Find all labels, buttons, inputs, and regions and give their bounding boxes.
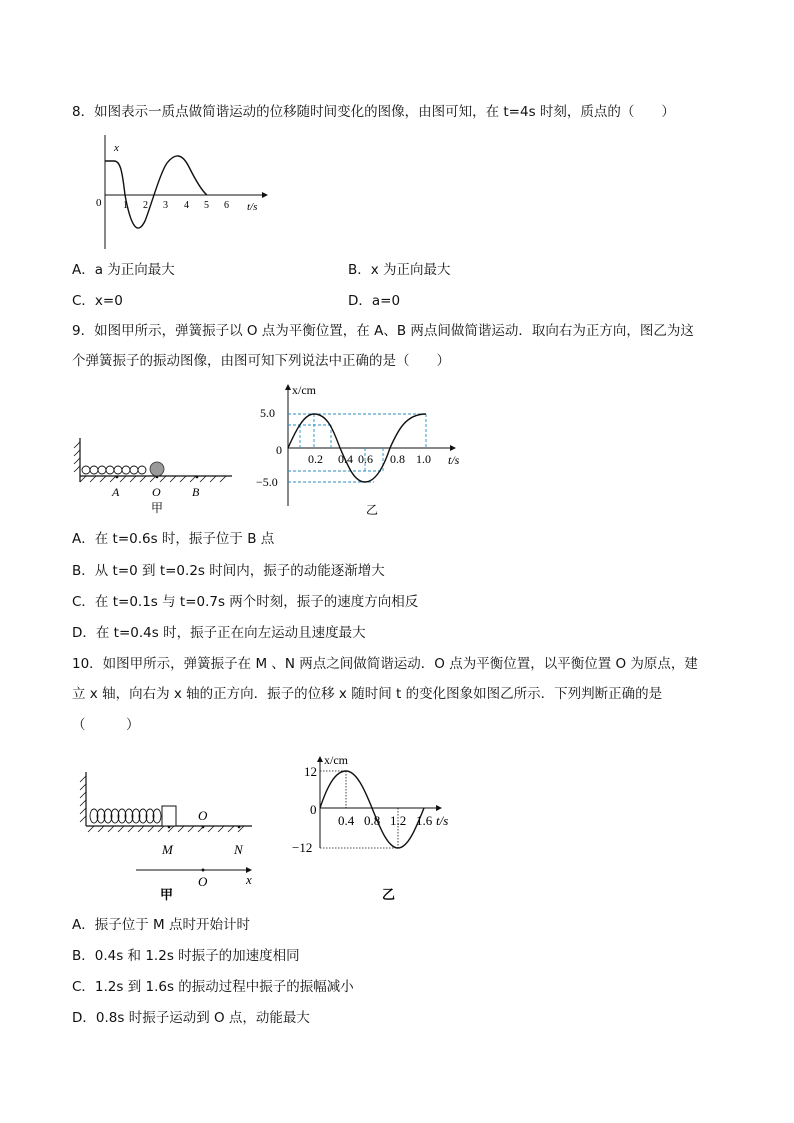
q9-option-c[interactable]: C．在 t=0.1s 与 t=0.7s 两个时刻，振子的速度方向相反 (72, 594, 419, 610)
q8-tick-1: 1 (123, 200, 128, 211)
q8-tick-5: 5 (204, 200, 209, 211)
q8-origin: 0 (96, 197, 102, 209)
q9-fig-a (72, 430, 242, 520)
q9-label-a: A (112, 485, 120, 499)
q10-option-b[interactable]: B．0.4s 和 1.2s 时振子的加速度相同 (72, 948, 300, 964)
q9-caption-b: 乙 (366, 503, 379, 517)
q10-stem-line2: 立 x 轴，向右为 x 轴的正方向．振子的位移 x 随时间 t 的变化图象如图乙所示．下列判断正确的是 (72, 686, 663, 702)
q9-tick-2: 0.4 (338, 452, 353, 466)
q9-option-d[interactable]: D．在 t=0.4s 时，振子正在向左运动且速度最大 (72, 625, 366, 641)
q8-x-arrow (262, 192, 268, 198)
q9-label-b: B (192, 485, 200, 499)
q10-caption-a: 甲 (160, 887, 174, 902)
q9-y-pos: 5.0 (260, 406, 275, 420)
q8-option-a[interactable]: A．a 为正向最大 (72, 262, 175, 278)
q10-block (162, 806, 176, 826)
q8-curve (105, 156, 207, 228)
q9-label-o: O (152, 485, 161, 499)
q10-origin: 0 (310, 802, 317, 817)
q9-x-label: t/s (448, 453, 460, 467)
q10-caption-b: 乙 (382, 887, 396, 902)
q10-y-label: x/cm (324, 753, 348, 767)
q9-tick-1: 0.2 (308, 452, 323, 466)
q10-option-a[interactable]: A．振子位于 M 点时开始计时 (72, 917, 250, 933)
q10-x-label: t/s (436, 813, 449, 828)
q8-stem: 8．如图表示一质点做简谐运动的位移随时间变化的图像，由图可知，在 t=4s 时刻，质点的（ ） (72, 104, 675, 120)
q10-spring (90, 809, 161, 823)
q8-tick-6: 6 (224, 200, 229, 211)
q10-axis-x: x (246, 872, 252, 887)
q8-y-label: x (114, 142, 119, 154)
q9-stem-line2: 个弹簧振子的振动图像，由图可知下列说法中正确的是（ ） (72, 353, 450, 369)
q10-tick-3: 1.2 (390, 813, 407, 828)
q9-tick-5: 1.0 (416, 452, 431, 466)
q8-x-label: t/s (247, 201, 258, 213)
q8-tick-4: 4 (184, 200, 189, 211)
q9-fig-b (252, 380, 472, 520)
q10-fig-a (76, 770, 276, 905)
q10-option-c[interactable]: C．1.2s 到 1.6s 的振动过程中振子的振幅减小 (72, 979, 354, 995)
q9-y-label: x/cm (292, 383, 316, 397)
q10-y-neg: −12 (292, 840, 313, 855)
q9-spring (82, 466, 146, 474)
q10-y-pos: 12 (304, 764, 317, 779)
q8-tick-3: 3 (163, 200, 168, 211)
q8-option-b[interactable]: B．x 为正向最大 (348, 262, 451, 278)
q9-option-a[interactable]: A．在 t=0.6s 时，振子位于 B 点 (72, 531, 275, 547)
q10-stem-line1: 10．如图甲所示，弹簧振子在 M 、N 两点之间做简谐运动．O 点为平衡位置，以平衡位置 O 为原点，建 (72, 656, 698, 672)
q10-fig-b (290, 752, 460, 902)
q9-stem-line1: 9．如图甲所示，弹簧振子以 O 点为平衡位置，在 A、B 两点间做简谐运动．取向右为正方向，图乙为这 (72, 323, 694, 339)
q9-tick-3: 0.6 (358, 452, 373, 466)
q10-label-o-top: O (198, 808, 208, 823)
q8-option-d[interactable]: D．a=0 (348, 293, 401, 309)
q9-y-neg: −5.0 (256, 475, 278, 489)
q10-tick-4: 1.6 (416, 813, 433, 828)
q10-curve (320, 771, 424, 848)
q9-option-b[interactable]: B．从 t=0 到 t=0.2s 时间内，振子的动能逐渐增大 (72, 563, 385, 579)
q10-axis-o: O (198, 874, 208, 889)
q10-stem-line3: （ ） (72, 717, 140, 733)
q8-tick-2: 2 (143, 200, 148, 211)
q10-option-d[interactable]: D．0.8s 时振子运动到 O 点，动能最大 (72, 1010, 310, 1026)
q10-tick-2: 0.8 (364, 813, 381, 828)
q10-tick-1: 0.4 (338, 813, 355, 828)
q8-option-c[interactable]: C．x=0 (72, 293, 123, 309)
q9-caption-a: 甲 (151, 501, 164, 515)
q10-label-m: M (162, 842, 173, 857)
q9-origin: 0 (276, 443, 282, 457)
q8-graph (90, 133, 270, 253)
q9-ball (150, 462, 164, 476)
q9-tick-4: 0.8 (390, 452, 405, 466)
q10-label-n: N (234, 842, 243, 857)
